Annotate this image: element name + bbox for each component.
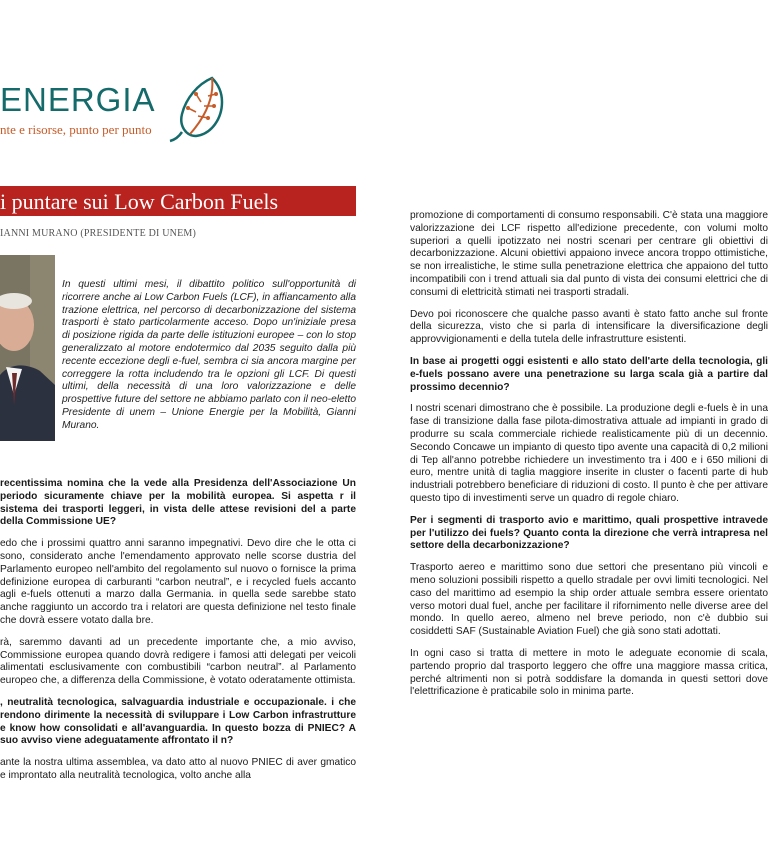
answer-paragraph: rà, saremmo davanti ad un precedente importante che, a mio avviso, Commissione europea quando dovrà redigere i famosi atti delegati per veicoli alimentati esclusivamente con combustibili “carbon neutral”. al Parlamento europeo che, a differenza della Commissione, è votato oderatamente ottimista. — [0, 636, 356, 687]
right-column — [410, 210, 768, 708]
answer-paragraph: Devo poi riconoscere che qualche passo avanti è stato fatto anche sul fronte della sicurezza, visto che si parla di intensificare la diversificazione degli approvvigionamenti e della tutela delle infrastrutture esistenti. — [410, 308, 768, 346]
question-paragraph: recentissima nomina che la vede alla Presidenza dell'Associazione Un periodo sicuramente chiave per la mobilità europea. Si aspetta r il sistema dei trasporti leggeri, in vista delle attese revisioni del a parte della Commissione UE? — [0, 478, 356, 528]
answer-paragraph: Trasporto aereo e marittimo sono due settori che presentano più vincoli e meno soluzioni possibili rispetto a quello stradale per ovvi limiti tecnologici. Nel caso del marittimo ad esempio la ship order attuale sembra essere orientato verso motori dual fuel, anche per facilitare il rifornimento nelle diverse aree del mondo. In quello aereo, almeno nel breve periodo, non c'è dubbio sui cosiddetti SAF (Sustainable Aviation Fuel) che già sono stati adottati. — [410, 562, 768, 638]
article-byline: IANNI MURANO (PRESIDENTE DI UNEM) — [0, 228, 197, 239]
logo-wordmark: ENERGIA — [0, 81, 156, 118]
portrait-image — [0, 255, 55, 441]
logo-tagline: nte e risorse, punto per punto — [0, 122, 152, 137]
question-paragraph: Per i segmenti di trasporto avio e marittimo, quali prospettive intravede per l'utilizzo dei fuels? Quanto conta la direzione che verrà intrapresa nel settore della decarbonizzazione? — [410, 514, 768, 552]
question-paragraph: In base ai progetti oggi esistenti e allo stato dell'arte della tecnologia, gli e-fuels possano avere una penetrazione su larga scala già a partire dal prossimo decennio? — [410, 355, 768, 393]
answer-paragraph: edo che i prossimi quattro anni saranno impegnativi. Devo dire che le otta ci sono, considerato anche l'emendamento approvato nelle scorse dustria del Parlamento europeo nell'ambito del regolamento sul nuovo o fornisce la prima definizione europea di carburanti “carbon neutral”, e i recycled fuels accanto agli e-fuels ottenuti a marzo dalla Germania. in quella sede sarebbe stato anche raggiunto un accordo tra i relatori are questa definizione nel testo finale che dovrà essere votato dalla bre. — [0, 538, 356, 626]
answer-paragraph: In ogni caso si tratta di mettere in moto le adeguate economie di scala, partendo proprio dal trasporto leggero che offre una maggiore massa critica, perché altrimenti non si potrà soddisfare la domanda in questi settori dove l'elettrificazione è praticabile solo in minima parte. — [410, 647, 768, 698]
left-column — [0, 478, 356, 792]
magazine-logo — [0, 76, 240, 156]
leaf-logo-icon — [168, 74, 228, 144]
answer-paragraph: I nostri scenari dimostrano che è possibile. La produzione degli e-fuels è in una fase di transizione dalla fase pilota-dimostrativa attuale ad impianti in grado di produrre su scala commerciale richiede realisticamente più di un decennio. Secondo Concawe un impianto di questo tipo avente una capacità di 0,2 milioni di Tep all'anno potrebbe richiedere un investimento tra i 400 e i 650 milioni di euro, mentre unità di taglia maggiore inserite in cluster o facenti parte di hub industriali potrebbero beneficiare di riduzioni di costo. Il punto è che per attivare questo tipo di investimenti serve un quadro di regole chiaro. — [410, 403, 768, 504]
article-intro: In questi ultimi mesi, il dibattito politico sull'opportunità di ricorrere anche ai Low Carbon Fuels (LCF), in affiancamento alla trazione elettrica, nel percorso di decarbonizzazione del sistema trasporti è stato particolarmente acceso. Dopo un'iniziale presa di posizione rigida da parte delle istituzioni europee – con lo stop generalizzato al motore endotermico dal 2035 seguito dalla più recente eccezione degli e-fuel, sembra ci sia ancora margine per correggere la rotta includendo tra le opzioni gli LCF. Di questi ultimi, della necessità di una loro valorizzazione e delle prospettive future del settore ne abbiamo parlato con il neo-eletto Presidente di unem – Unione Energie per la Mobilità, Gianni Murano. — [62, 279, 356, 431]
question-paragraph: , neutralità tecnologica, salvaguardia industriale e occupazionale. i che rendono dirimente la necessità di sviluppare i Low Carbon infrastrutture e know how consolidati e all'avanguardia. In questo bozza di PNIEC? A suo avviso viene adeguatamente affrontato il n? — [0, 696, 356, 747]
article-title: i puntare sui Low Carbon Fuels — [0, 189, 279, 214]
answer-paragraph: ante la nostra ultima assemblea, va dato atto al nuovo PNIEC di aver gmatico e improntato alla neutralità tecnologica, volto anche alla — [0, 757, 356, 781]
author-photo — [0, 255, 55, 441]
answer-paragraph: promozione di comportamenti di consumo responsabili. C'è stata una maggiore valorizzazione dei LCF rispetto all'edizione precedente, con volumi molto superiori a quelli ipotizzato nei nostri scenari per centrare gli obiettivi di decarbonizzazione. Alcuni obiettivi appaiono invece ancora troppo ottimistiche, se non irrealistiche, le stime sulla penetrazione elettrica che appaiono del tutto incompatibili con i trend attuali sia dal punto di vista dei consumi elettrici che di consumi di elettricità stimati nei trasporti stradali. — [410, 210, 768, 298]
